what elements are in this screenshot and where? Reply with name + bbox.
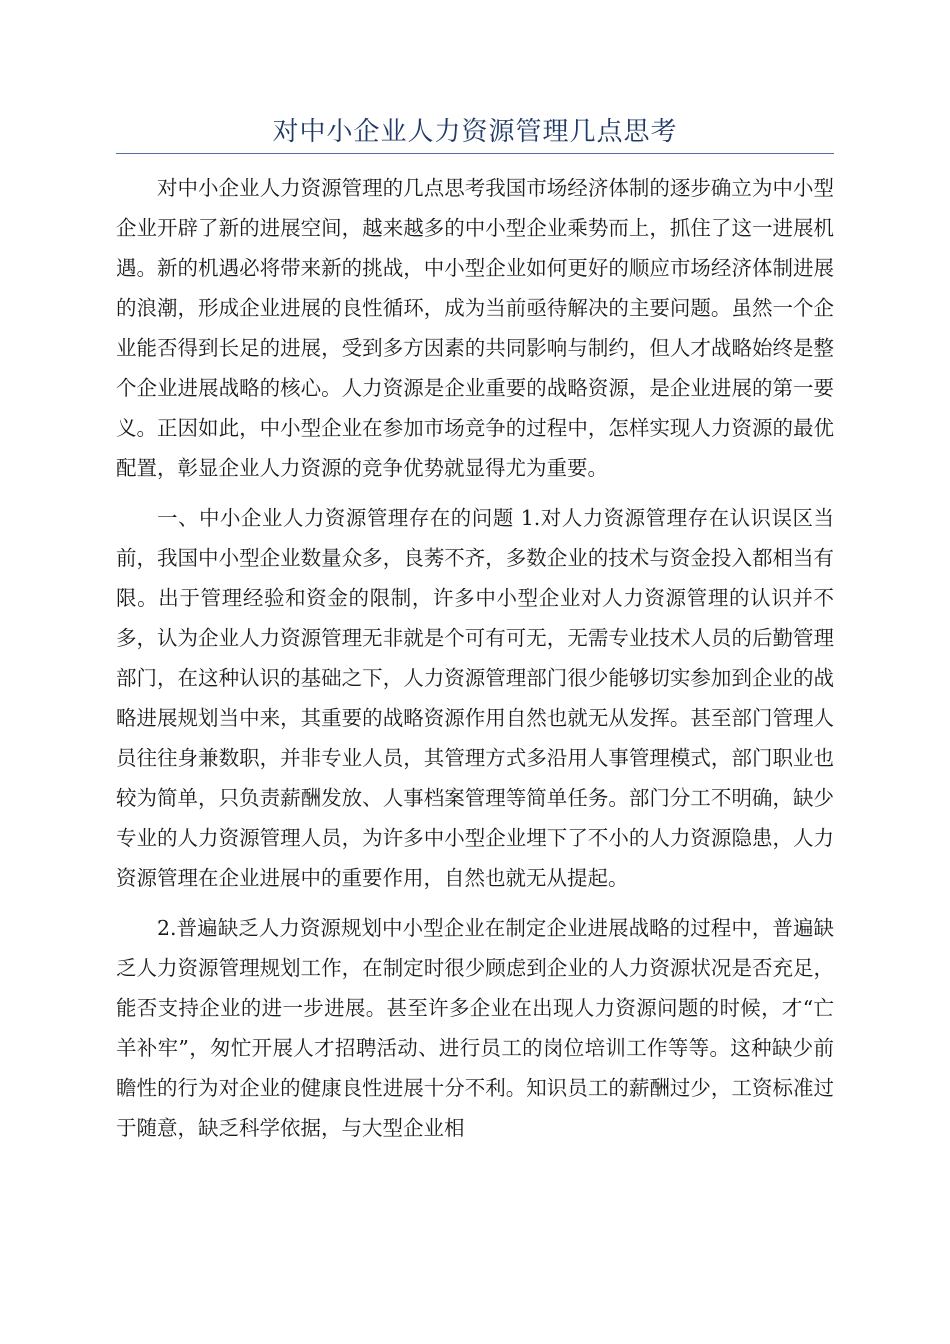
document-title: 对中小企业人力资源管理几点思考: [272, 117, 678, 147]
document-body: [116, 168, 834, 1158]
paragraph-section-2: 2.普遍缺乏人力资源规划中小型企业在制定企业进展战略的过程中，普遍缺乏人力资源管理规划工作，在制定时很少顾虑到企业的人力资源状况是否充足，能否支持企业的进一步进展。甚至许多企业在出现人力资源问题的时候，才“亡羊补牢”，匆忙开展人才招聘活动、进行员工的岗位培训工作等等。这种缺少前瞻性的行为对企业的健康良性进展十分不利。知识员工的薪酬过少，工资标准过于随意，缺乏科学依据，与大型企业相: [116, 916, 834, 1140]
paragraph-section-1: 一、中小企业人力资源管理存在的问题 1.对人力资源管理存在认识误区当前，我国中小型企业数量众多，良莠不齐，多数企业的技术与资金投入都相当有限。出于管理经验和资金的限制，许多中小型企业对人力资源管理的认识并不多，认为企业人力资源管理无非就是个可有可无，无需专业技术人员的后勤管理部门，在这种认识的基础之下，人力资源管理部门很少能够切实参加到企业的战略进展规划当中来，其重要的战略资源作用自然也就无从发挥。甚至部门管理人员往往身兼数职，并非专业人员，其管理方式多沿用人事管理模式，部门职业也较为简单，只负责薪酬发放、人事档案管理等简单任务。部门分工不明确，缺少专业的人力资源管理人员，为许多中小型企业埋下了不小的人力资源隐患，人力资源管理在企业进展中的重要作用，自然也就无从提起。: [116, 506, 834, 890]
paragraph-intro: 对中小企业人力资源管理的几点思考我国市场经济体制的逐步确立为中小型企业开辟了新的进展空间，越来越多的中小型企业乘势而上，抓住了这一进展机遇。新的机遇必将带来新的挑战，中小型企业如何更好的顺应市场经济体制进展的浪潮，形成企业进展的良性循环，成为当前亟待解决的主要问题。虽然一个企业能否得到长足的进展，受到多方因素的共同影响与制约，但人才战略始终是整个企业进展战略的核心。人力资源是企业重要的战略资源，是企业进展的第一要义。正因如此，中小型企业在参加市场竞争的过程中，怎样实现人力资源的最优配置，彰显企业人力资源的竞争优势就显得尤为重要。: [116, 176, 834, 480]
title-underline: [116, 153, 834, 154]
